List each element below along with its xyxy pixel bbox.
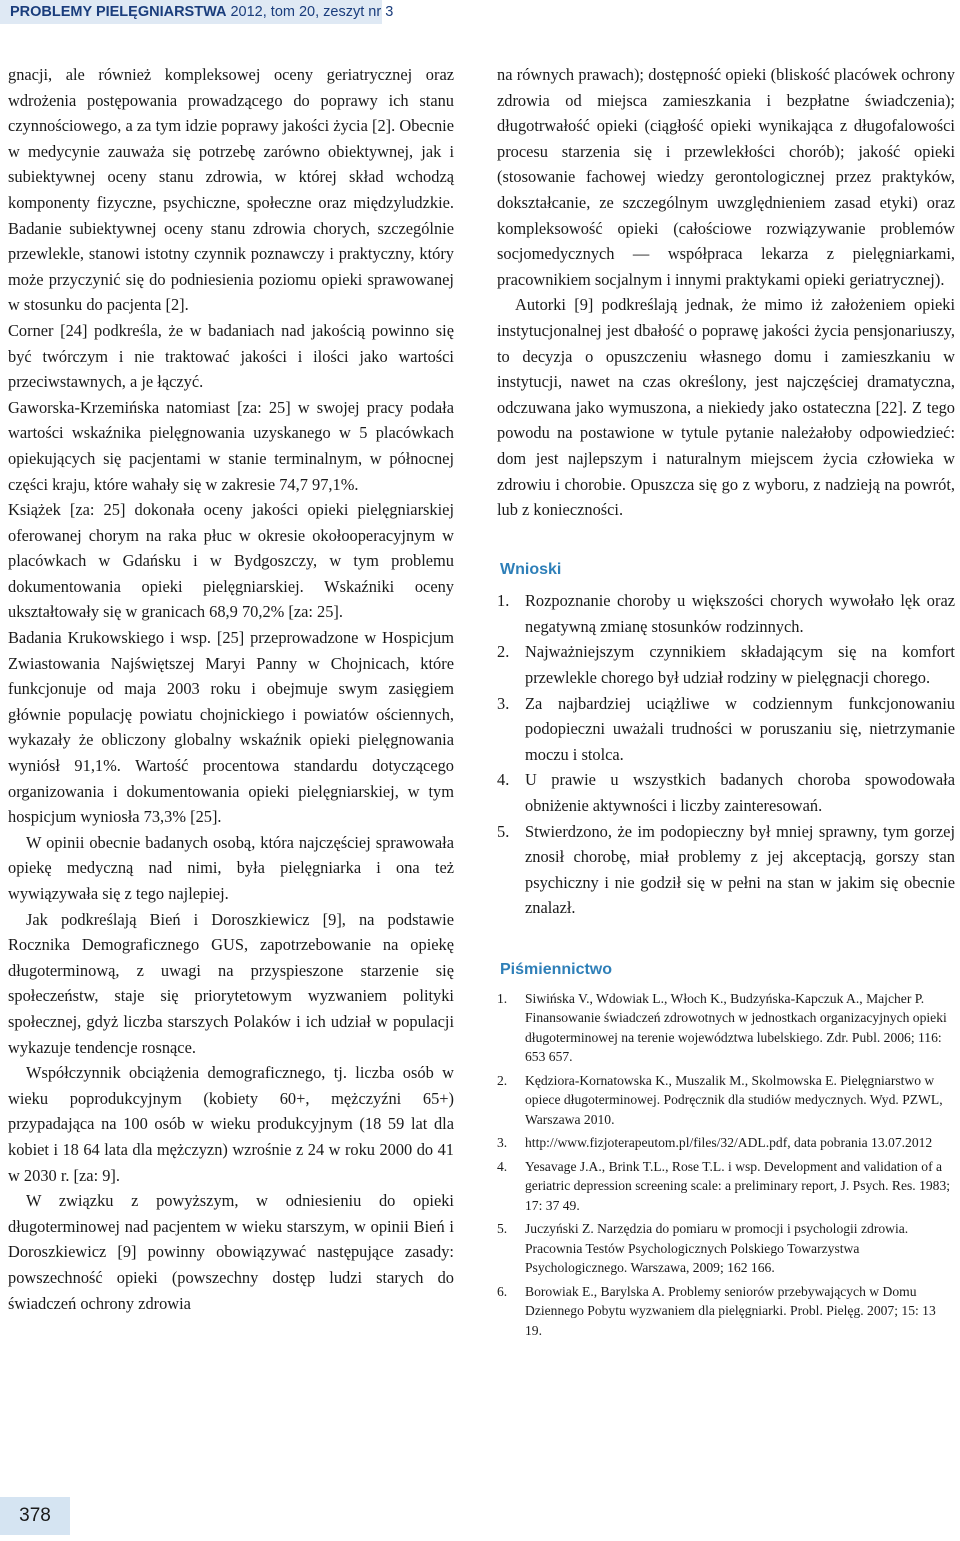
paragraph: Jak podkreślają Bień i Doroszkiewicz [9], na podstawie Rocznika Demograficznego GUS, zapotrzebowanie na opiekę długoterminową, z uwagi na przyspieszone starzenie się społeczeństw, staje się priorytetowym wyzwaniem polityki społecznej, gdyż liczba starszych Polaków i ich udział w populacji wykazuje tendencje rosnące.: [8, 909, 454, 1057]
paragraph: Gaworska-Krzemińska natomiast [za: 25] w swojej pracy podała wartości wskaźnika pielęgnowania uzyskanego w 5 placówkach opiekujących się pacjentami w stanie terminalnym, w północnej części kraju, które wahały się w zakresie 74,7 97,1%.: [8, 397, 454, 494]
paragraph: W związku z powyższym, w odniesieniu do opieki długoterminowej nad pacjentem w wieku starszym, w opinii Bień i Doroszkiewicz [9] powinny obowiązywać następujące zasady: powszechność opieki (powszechny dostęp ludzi starych do świadczeń ochrony zdrowia: [8, 1191, 454, 1313]
reference-number: 2.: [497, 1072, 508, 1088]
reference-number: 1.: [497, 990, 508, 1006]
reference-text: Juczyński Z. Narzędzia do pomiaru w promocji i psychologii zdrowia. Pracownia Testów Psychologicznych Polskiego Towarzystwa Psychologicznego. Warszawa, 2009; 162 166.: [525, 1221, 909, 1276]
list-item: [497, 767, 955, 818]
journal-issue: 2012, tom 20, zeszyt nr 3: [226, 4, 394, 20]
reference-number: 4.: [497, 1158, 508, 1174]
paragraph: W opinii obecnie badanych osobą, która najczęściej sprawowała opiekę medyczną nad nimi, była pielęgniarka i ona też wywiązywała się z tego najlepiej.: [8, 832, 454, 903]
paragraph: Badania Krukowskiego i wsp. [25] przeprowadzone w Hospicjum Zwiastowania Najświętszej Maryi Panny w Chojnicach, które funkcjonuje od maja 2003 roku i obejmuje swym zasięgiem głównie populację powiatu chojnickiego i powiatów ościennych, wykazały że obliczony globalny wskaźnik opieki pielęgnowania wyniósł 91,1%. Wartość procentowa standardu dotyczącego organizowania i dokumentowania opieki pielęgniarskiej, w tym hospicjum wyniosła 73,3% [25].: [8, 628, 454, 827]
list-number: 1.: [497, 591, 510, 611]
reference-text: Kędziora-Kornatowska K., Muszalik M., Skolmowska E. Pielęgniarstwo w opiece długoterminowej. Podręcznik dla studiów medycznych. Wyd. PZWL, Warszawa 2010.: [525, 1072, 943, 1127]
paragraph: Autorki [9] podkreślają jednak, że mimo iż założeniem opieki instytucjonalnej jest dbałość o poprawę jakości życia pensjonariuszy, to decyzja o opuszczeniu własnego domu i zamieszkaniu w instytucji, nawet na czas określony, jest najczęściej dramatyczna, odczuwana jako wymuszona, a niekiedy jako ostateczna [22]. Z tego powodu na postawione w tytule pytanie należałoby odpowiedzieć: dom jest najlepszym i naturalnym miejscem życia człowieka w zdrowiu i chorobie. Opuszcza się go z wyboru, z nadzieją na powrót, lub z konieczności.: [497, 295, 955, 520]
reference-item: [497, 1282, 955, 1341]
list-text: Rozpoznanie choroby u większości chorych wywołało lęk oraz negatywną zmianę stosunków rodzinnych.: [525, 591, 955, 636]
paragraph: na równych prawach); dostępność opieki (bliskość placówek ochrony zdrowia od miejsca zamieszkania i bezpłatne świadczenia); długotrwałość opieki (ciągłość opieki wynikająca z długofalowości procesu starzenia się i przewlekłości chorób); jakość opieki (stosowanie fachowej wiedzy gerontologicznej przez praktyków, dokształcanie, ze szczególnym uwzględnieniem zasad etyki) oraz kompleksowość opieki (całościowe rozwiązywanie problemów socjomedycznych — współpraca lekarza z pielęgniarkami, pracownikiem socjalnym i innymi praktykami opieki geriatrycznej).: [497, 65, 955, 289]
paragraph: Współczynnik obciążenia demograficznego, tj. liczba osób w wieku poprodukcyjnym (kobiety 60+, mężczyźni 65+) przypadająca na 100 osób w wieku produkcyjnym (18 59 lat dla kobiet i 18 64 lata dla mężczyzn) wzrośnie z 24 w roku 2000 do 41 w 2030 r. [za: 9].: [8, 1063, 454, 1185]
reference-item: [497, 1071, 955, 1130]
list-item: [497, 819, 955, 921]
references-heading: Piśmiennictwo: [500, 961, 613, 978]
journal-name: PROBLEMY PIELĘGNIARSTWA: [10, 4, 227, 20]
reference-item: [497, 1157, 955, 1216]
reference-number: 3.: [497, 1135, 508, 1151]
conclusions-list: [497, 588, 955, 921]
list-item: [497, 639, 955, 690]
reference-item: [497, 989, 955, 1067]
list-text: Stwierdzono, że im podopieczny był mniej sprawny, tym gorzej znosił chorobę, miał problemy z jej akceptacją, gorszy stan psychiczny i nie godził się w pełni na stan w jakim się obecnie znalazł.: [525, 821, 955, 918]
list-number: 5.: [497, 821, 510, 841]
reference-number: 6.: [497, 1283, 508, 1299]
reference-number: 5.: [497, 1221, 508, 1237]
conclusions-heading: Wnioski: [500, 560, 562, 578]
list-number: 4.: [497, 770, 510, 790]
references-list: [497, 989, 955, 1341]
paragraph: Corner [24] podkreśla, że w badaniach nad jakością powinno się być twórczym i nie traktować jakości i ilości jako wartości przeciwstawnych, a je łączyć.: [8, 320, 454, 392]
list-number: 3.: [497, 693, 510, 713]
reference-text: Yesavage J.A., Brink T.L., Rose T.L. i wsp. Development and validation of a geriatric depression screening scale: a preliminary report, J. Psych. Res. 1983; 17: 37 49.: [525, 1158, 951, 1213]
list-text: Za najbardziej uciążliwe w codziennym funkcjonowaniu podopieczni uważali trudności w poruszaniu się, nietrzymanie moczu i stolca.: [525, 693, 955, 764]
paragraph: gnacji, ale również kompleksowej oceny geriatrycznej oraz wdrożenia postępowania prowadzącego do poprawy ich stanu czynnościowego, a za tym idzie poprawy jakości życia [2]. Obecnie w medycynie zauważa się potrzebę zarówno obiektywnej, jak i subiektywnej oceny stanu zdrowia, w której skład wchodzą komponenty fizyczne, psychiczne, społeczne oraz międzyludzkie. Badanie subiektywnej oceny stanu zdrowia chorych, szczególnie przewlekle, stanowi istotny czynnik poznawczy i praktyczny, który może przyczynić się do podniesienia poziomu opieki sprawowanej w stosunku do pacjenta [2].: [8, 65, 454, 315]
page-number: 378: [0, 1497, 70, 1535]
right-column: [497, 62, 955, 1344]
paragraph: Książek [za: 25] dokonała oceny jakości opieki pielęgniarskiej oferowanej chorym na raka płuc w okresie okołooperacyjnym w placówkach w Gdańsku i w Bydgoszczy, w tym problemu dokumentowania opieki pielęgniarskiej. Wskaźniki oceny ukształtowały się w granicach 68,9 70,2% [za: 25].: [8, 500, 454, 622]
journal-header: [0, 0, 394, 24]
reference-text: Siwińska V., Wdowiak L., Włoch K., Budzyńska-Kapczuk A., Majcher P. Finansowanie świadczeń zdrowotnych w jednostkach organizacyjnych opieki długoterminowej na terenie województwa lubelskiego. Zdr. Publ. 2006; 116: 653 657.: [525, 990, 947, 1065]
reference-text: http://www.fizjoterapeutom.pl/files/32/ADL.pdf, data pobrania 13.07.2012: [525, 1135, 933, 1151]
list-item: [497, 691, 955, 768]
list-text: U prawie u wszystkich badanych choroba spowodowała obniżenie aktywności i liczby zainteresowań.: [525, 770, 955, 816]
list-number: 2.: [497, 642, 510, 662]
list-item: [497, 588, 955, 639]
list-text: Najważniejszym czynnikiem składającym się na komfort przewlekle chorego był udział rodziny w pielęgnacji chorego.: [525, 642, 955, 688]
left-column: [8, 62, 454, 1316]
reference-item: [497, 1133, 955, 1153]
reference-item: [497, 1219, 955, 1278]
reference-text: Borowiak E., Barylska A. Problemy seniorów przebywających w Domu Dziennego Pobytu wyzwaniem dla pielęgniarki. Probl. Pielęg. 2007; 15: 13 19.: [525, 1283, 936, 1338]
